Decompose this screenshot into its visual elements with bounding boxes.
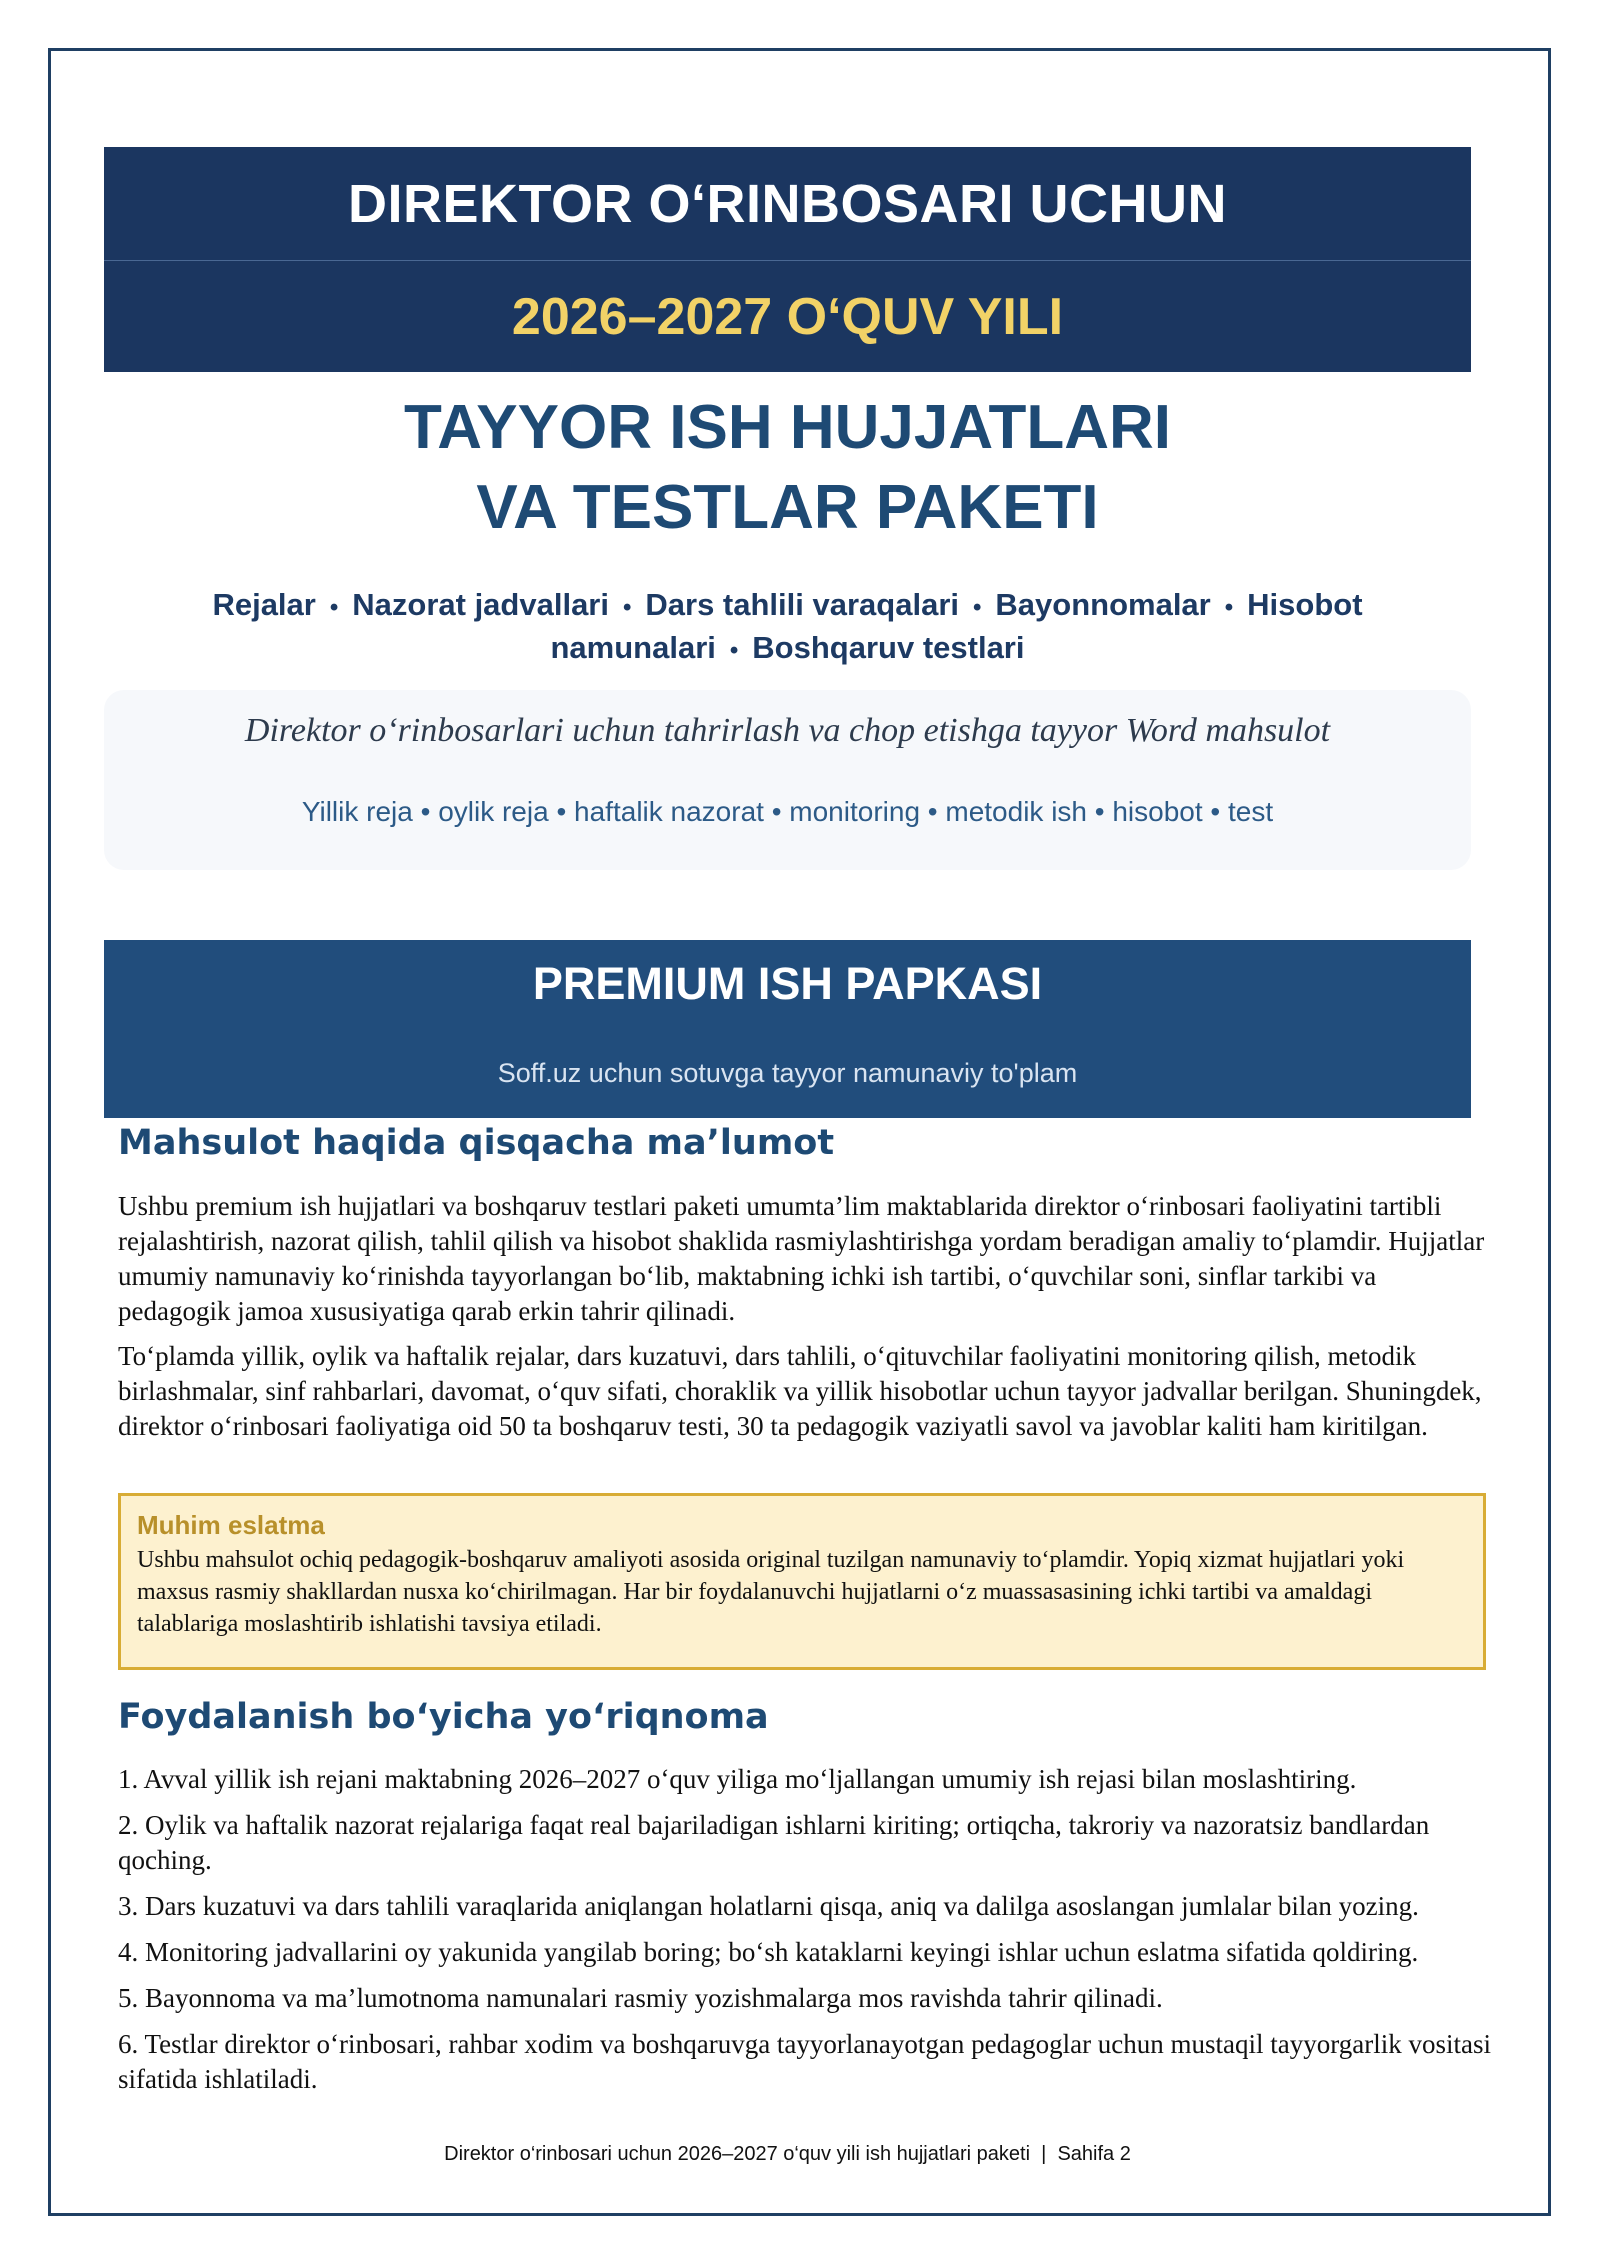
note-title: Muhim eslatma [137, 1510, 325, 1540]
premium-banner [104, 940, 1471, 1118]
main-title-line1: TAYYOR ISH HUJJATLARI [403, 393, 1172, 462]
about-paragraph-1: Ushbu premium ish hujjatlari va boshqaruv testlari paketi umumta’lim maktablarida direktor o‘rinbosari faoliyatini tartibli rejalashtirish, nazorat qilish, tahlil qilish va hisobot shaklida rasmiylashtirishga yordam beradigan amaliy to‘plamdir. Hujjatlar umumiy namunaviy ko‘rinishda tayyorlangan bo‘lib, maktabning ichki ish tartibi, o‘quvchilar soni, sinflar tarkibi va pedagogik jamoa xususiyatiga qarab erkin tahrir qilinadi. [118, 1191, 1485, 1326]
guide-step: 5. Bayonnoma va ma’lumotnoma namunalari rasmiy yozishmalarga mos ravishda tahrir qilinadi. [118, 1983, 1163, 2013]
about-paragraph-2: To‘plamda yillik, oylik va haftalik rejalar, dars kuzatuvi, dars tahlili, o‘qituvchilar faoliyatini monitoring qilish, metodik birlashmalar, sinf rahbarlari, davomat, o‘quv sifati, choraklik va yillik hisobotlar uchun tayyor jadvallar berilgan. Shuningdek, direktor o‘rinbosari faoliyatiga oid 50 ta boshqaruv testi, 30 ta pedagogik vaziyatli savol va javoblar kaliti ham kiritilgan. [118, 1341, 1482, 1441]
guide-step: 1. Avval yillik ish rejani maktabning 2026–2027 o‘quv yiliga mo‘ljallangan umumiy ish rejasi bilan moslashtiring. [118, 1764, 1357, 1794]
note-text: Ushbu mahsulot ochiq pedagogik-boshqaruv amaliyoti asosida original tuzilgan namunaviy to‘plamdir. Yopiq xizmat hujjatlari yoki maxsus rasmiy shakllardan nusxa ko‘chirilmagan. Har bir foydalanuvchi hujjatlarni o‘z muassasasining ichki tartibi va amaldagi talablariga moslashtirib ishlatishi tavsiya etiladi. [137, 1547, 1405, 1637]
guide-step: 3. Dars kuzatuvi va dars tahlili varaqlarida aniqlangan holatlarni qisqa, aniq va dalilga asoslangan jumlalar bilan yozing. [118, 1891, 1419, 1921]
header-title: DIREKTOR O‘RINBOSARI UCHUN [347, 173, 1228, 234]
promo-keywords: Yillik reja • oylik reja • haftalik nazorat • monitoring • metodik ish • hisobot • test [301, 796, 1274, 827]
promo-box [104, 690, 1471, 870]
separator-dot: • [622, 594, 632, 621]
separator-dot: • [729, 637, 739, 664]
about-heading: Mahsulot haqida qisqacha ma’lumot [118, 1123, 835, 1163]
contents-item: Hisobot namunalari [550, 587, 1363, 665]
guide-heading: Foydalanish bo‘yicha yo‘riqnoma [118, 1697, 769, 1737]
important-note [118, 1493, 1486, 1670]
contents-item: Dars tahlili varaqalari [645, 587, 959, 622]
contents-item: Rejalar [212, 587, 316, 622]
page-footer: Direktor o‘rinbosari uchun 2026–2027 o‘quv yili ish hujjatlari paketi | Sahifa 2 [444, 2143, 1131, 2165]
year-title: 2026–2027 O‘QUV YILI [511, 287, 1064, 346]
header-banner [104, 147, 1471, 260]
guide-step: 2. Oylik va haftalik nazorat rejalariga faqat real bajariladigan ishlarni kiriting; ortiqcha, takroriy va nazoratsiz bandlardan qoching. [118, 1810, 1430, 1875]
premium-title: PREMIUM ISH PAPKASI [532, 958, 1043, 1009]
main-title-line2: VA TESTLAR PAKETI [476, 473, 1099, 542]
separator-dot: • [973, 594, 982, 621]
year-banner [104, 261, 1471, 372]
promo-tagline: Direktor o‘rinbosarlari uchun tahrirlash va chop etishga tayyor Word mahsulot [244, 712, 1331, 749]
guide-step: 4. Monitoring jadvallarini oy yakunida yangilab boring; bo‘sh kataklarni keyingi ishlar uchun eslatma sifatida qoldiring. [118, 1937, 1419, 1967]
separator-dot: • [329, 594, 339, 621]
guide-step: 6. Testlar direktor o‘rinbosari, rahbar xodim va boshqaruvga tayyorlanayotgan pedagoglar uchun mustaqil tayyorgarlik vositasi sifatida ishlatiladi. [118, 2029, 1492, 2094]
contents-list [150, 585, 1425, 671]
separator-dot: • [1224, 594, 1234, 621]
contents-item: Boshqaruv testlari [752, 630, 1025, 665]
guide-steps [118, 1762, 1493, 2108]
contents-item: Nazorat jadvallari [352, 587, 609, 622]
premium-subtitle: Soff.uz uchun sotuvga tayyor namunaviy to'plam [497, 1058, 1078, 1088]
contents-item: Bayonnomalar [995, 587, 1211, 622]
main-title [104, 388, 1471, 548]
